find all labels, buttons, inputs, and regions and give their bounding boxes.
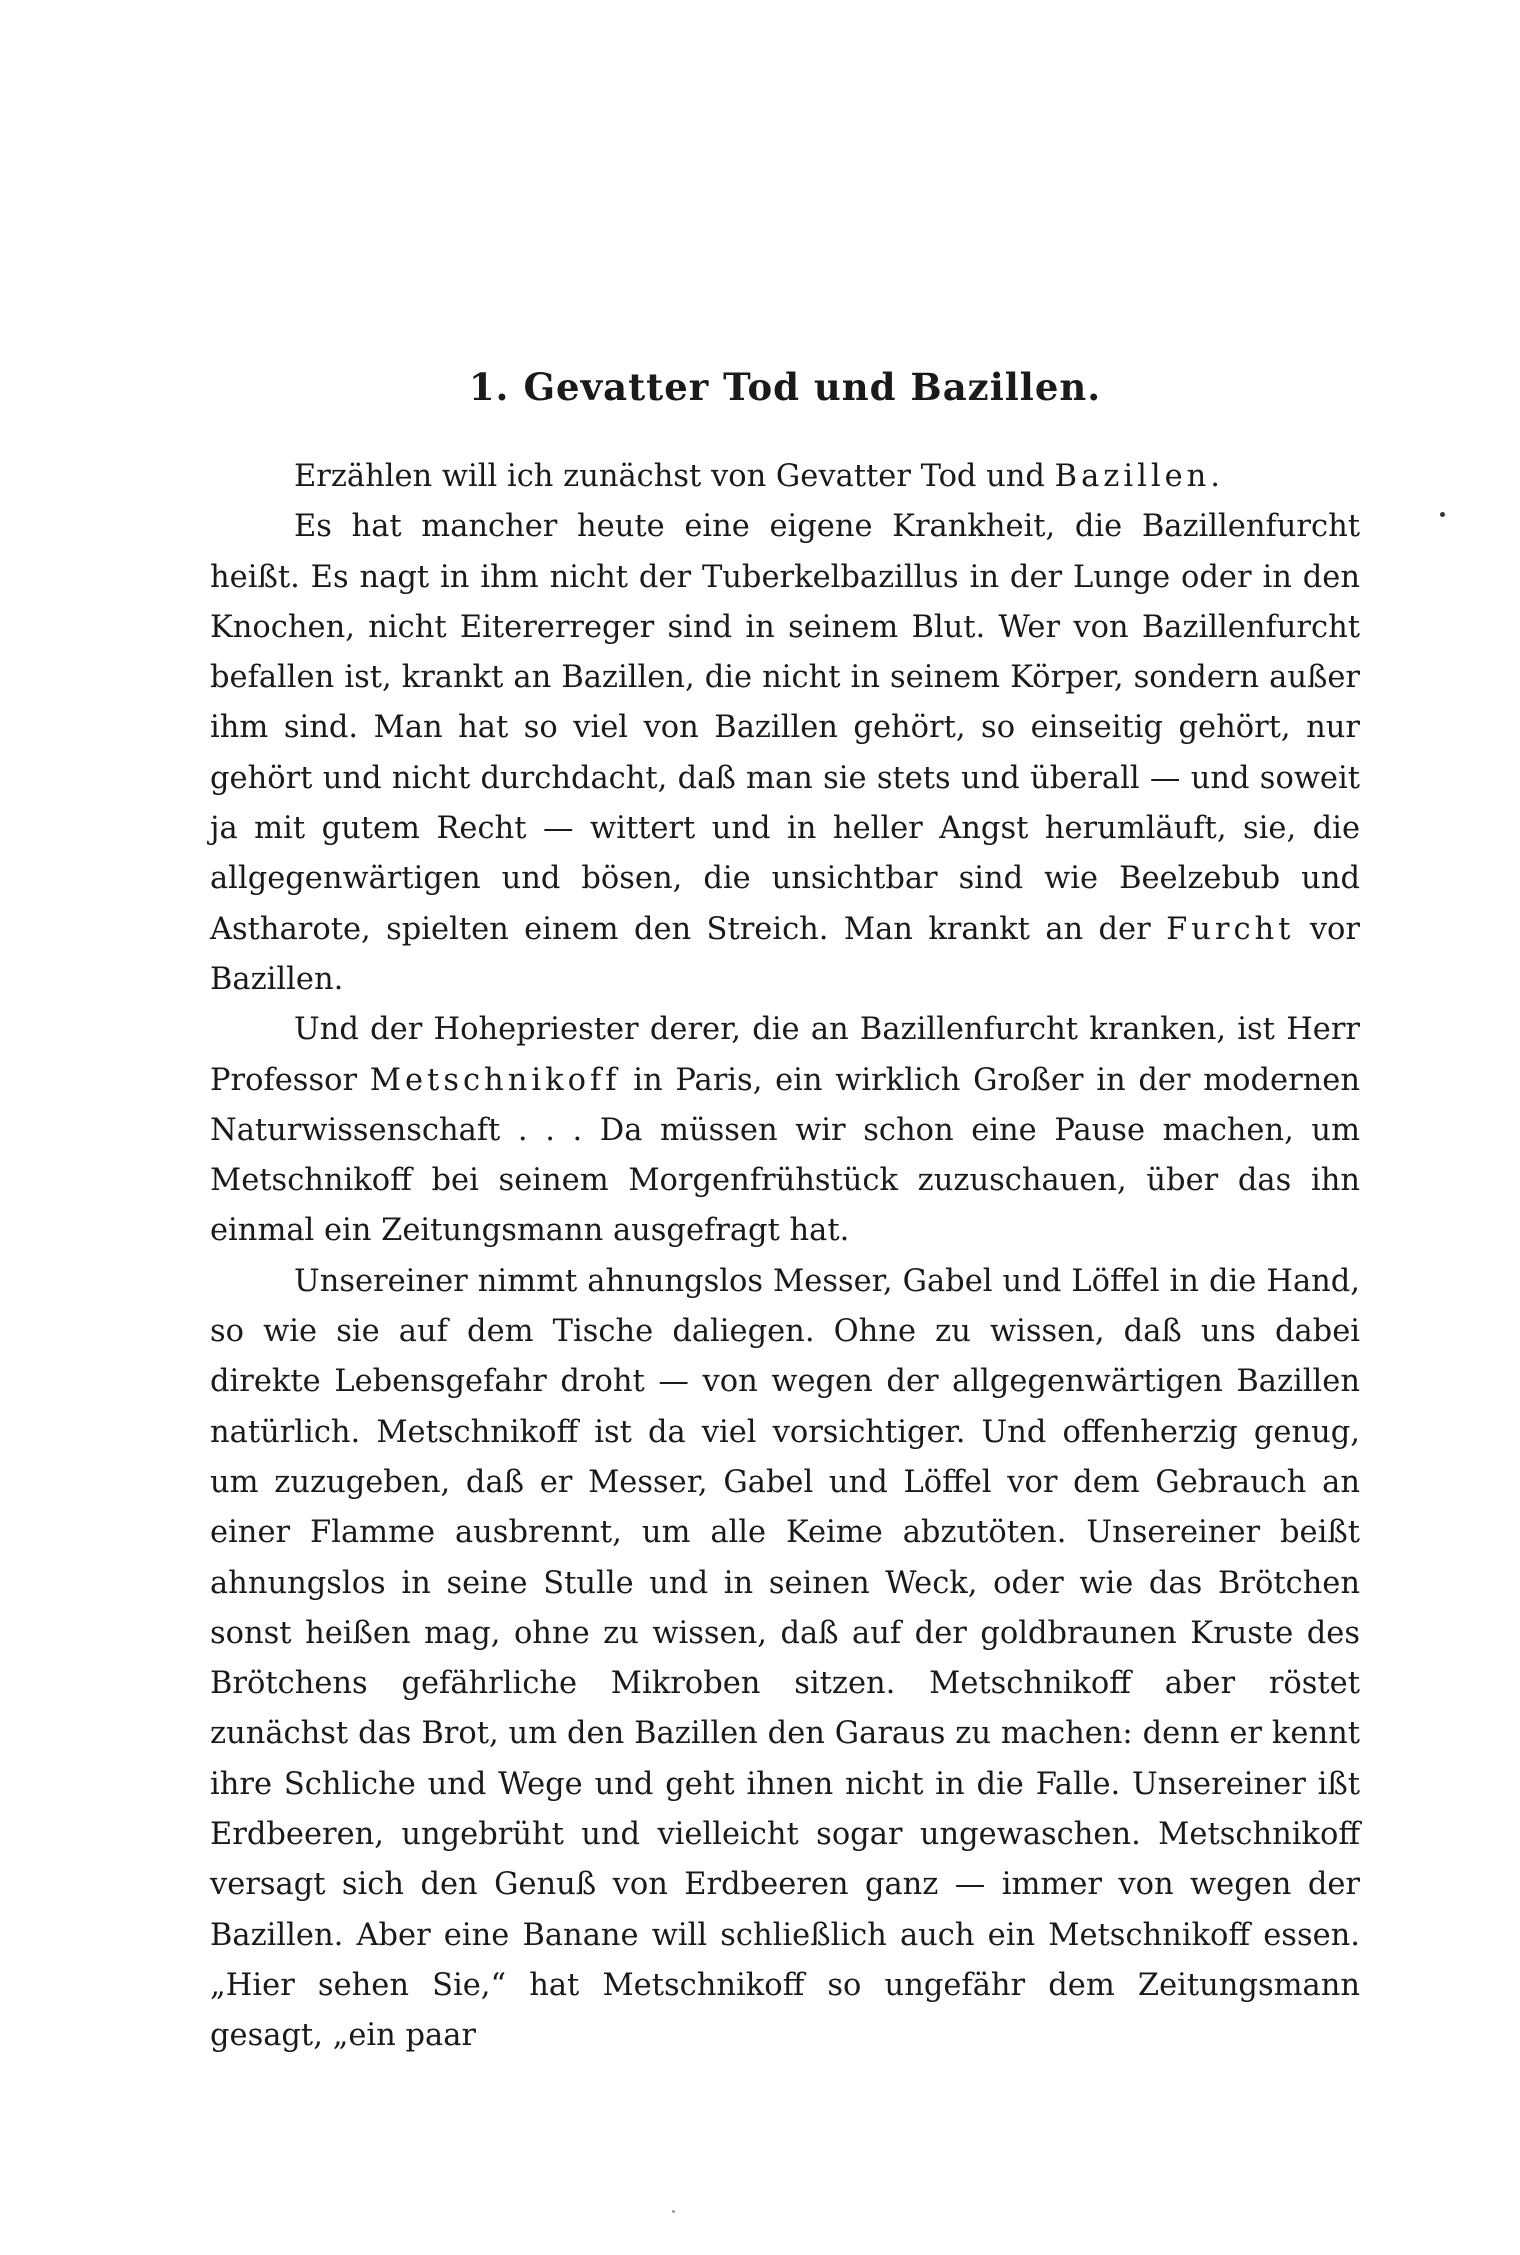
ink-speck (672, 2210, 675, 2213)
spaced-word-furcht: Furcht (1166, 911, 1295, 947)
chapter-body (210, 452, 1360, 2062)
spaced-word-metschnikoff: Metschnikoff (369, 1062, 621, 1098)
chapter-title: Gevatter Tod und Bazillen. (523, 365, 1102, 409)
paragraph-1 (210, 452, 1360, 502)
chapter-heading (210, 365, 1360, 409)
paragraph-2 (210, 502, 1360, 1005)
text-segment: Es hat mancher heute eine eigene Krankheit, die Bazillenfurcht heißt. Es nagt in ihm nicht der Tuberkelbazillus in der Lunge oder in den Knochen, nicht Eitererreger sind in seinem Blut. Wer von Bazillenfurcht befallen ist, krankt an Bazillen, die nicht in seinem Körper, sondern außer ihm sind. Man hat so viel von Bazillen gehört, so einseitig gehört, nur gehört und nicht durchdacht, daß man sie stets und überall — und soweit ja mit gutem Recht — wittert und in heller Angst herumläuft, sie, die allgegenwärtigen und bösen, die unsichtbar sind wie Beelzebub und Astharote, spielten einem den Streich. Man krankt an der (210, 509, 1360, 947)
text-segment: Und der Hohepriester derer, die an Bazillenfurcht kranken, ist Herr Professor (210, 1012, 1360, 1098)
text-segment: in Paris, ein wirklich Großer in der modernen Naturwissenschaft . . . Da müssen wir schon eine Pause machen, um Metschnikoff bei seinem Morgenfrühstück zuzuschauen, über das ihn einmal ein Zeitungsmann ausgefragt hat. (210, 1062, 1360, 1249)
text-segment: Erzählen will ich zunächst von Gevatter Tod und (294, 459, 1055, 494)
paragraph-4 (210, 1257, 1360, 2062)
paragraph-3 (210, 1005, 1360, 1256)
text-segment: Unsereiner nimmt ahnungslos Messer, Gabel und Löffel in die Hand, so wie sie auf dem Tische daliegen. Ohne zu wissen, daß uns dabei direkte Lebensgefahr droht — von wegen der allgegenwärtigen Bazillen natürlich. Metschnikoff ist da viel vorsichtiger. Und offenherzig genug, um zuzugeben, daß er Messer, Gabel und Löffel vor dem Gebrauch an einer Flamme ausbrennt, um alle Keime abzutöten. Unsereiner beißt ahnungslos in seine Stulle und in seinen Weck, oder wie das Brötchen sonst heißen mag, ohne zu wissen, daß auf der goldbraunen Kruste des Brötchens gefährliche Mikroben sitzen. Metschnikoff aber röstet zunächst das Brot, um den Bazillen den Garaus zu machen: denn er kennt ihre Schliche und Wege und geht ihnen nicht in die Falle. Unsereiner ißt Erdbeeren, ungebrüht und vielleicht sogar ungewaschen. Metschnikoff versagt sich den Genuß von Erdbeeren ganz — immer von wegen der Bazillen. Aber eine Banane will schließlich auch ein Metschnikoff essen. „Hier sehen Sie,“ hat Metschnikoff so ungefähr dem Zeitungsmann gesagt, „ein paar (210, 1263, 1360, 2054)
spaced-word-bazillen: Bazillen (1054, 459, 1211, 494)
chapter-number: 1. (468, 365, 510, 409)
ink-speck (1440, 512, 1445, 517)
text-segment: . (1210, 459, 1220, 494)
text-segment: vor Bazillen. (210, 911, 1360, 997)
